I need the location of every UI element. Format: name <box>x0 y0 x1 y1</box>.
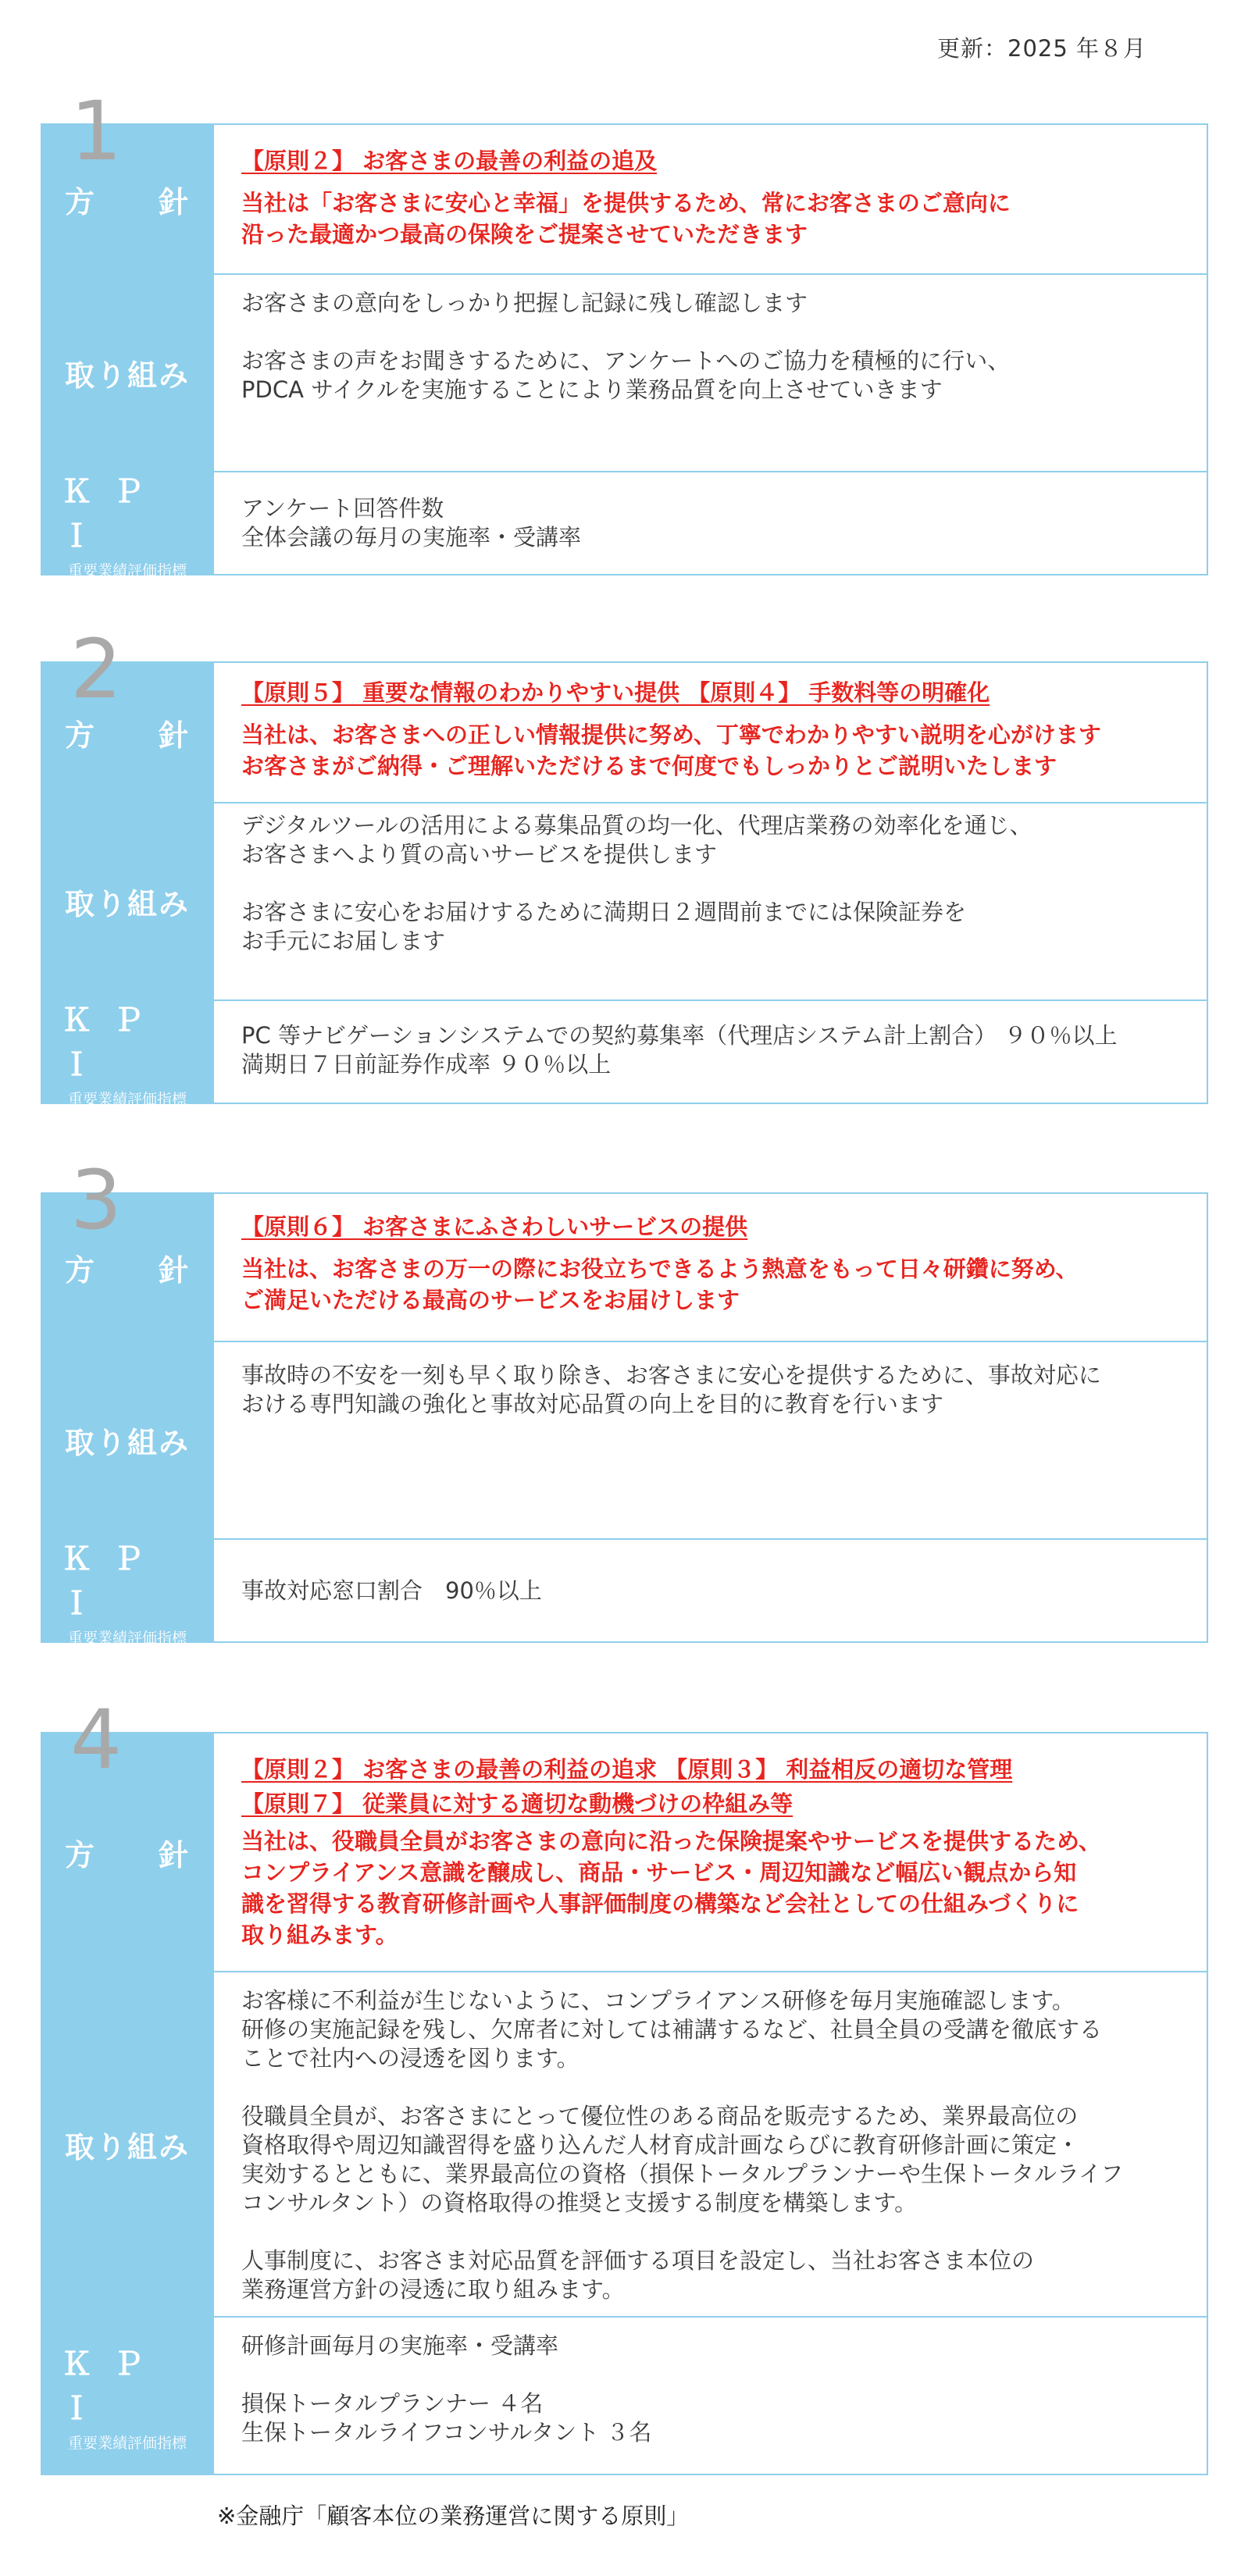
policy-line: お客さまがご納得・ご理解いただけるまで何度でもしっかりとご説明いたします <box>241 753 1057 779</box>
policy-line: 当社は、役職員全員がお客さまの意向に沿った保険提案やサービスを提供するため、 <box>241 1828 1101 1855</box>
kpi-label-cell <box>41 472 214 579</box>
initiative-line: ことで社内への浸透を図ります。 <box>241 2045 579 2072</box>
initiatives-content <box>214 803 1208 999</box>
initiative-line: PDCA サイクルを実施することにより業務品質を向上させていきます <box>241 376 943 403</box>
kpi-row <box>41 1538 1208 1647</box>
initiative-line: 人事制度に、お客さま対応品質を評価する項目を設定し、当社お客さま本位の <box>241 2247 1035 2274</box>
kpi-line: 満期日７日前証券作成率 ９０％以上 <box>241 1051 612 1078</box>
initiative-line: 資格取得や周辺知識習得を盛り込んだ人材育成計画ならびに教育研修計画に策定・ <box>241 2132 1080 2158</box>
principle-title: 【原則６】 お客さまにふさわしいサービスの提供 <box>241 1213 748 1240</box>
policy-line: 沿った最適かつ最高の保険をご提案させていただきます <box>241 221 808 248</box>
policy-label: 方 針 <box>64 1837 205 1872</box>
initiatives-row <box>41 1971 1208 2316</box>
initiative-line: おける専門知識の強化と事故対応品質の向上を目的に教育を行います <box>241 1391 944 1417</box>
initiatives-label: 取り組み <box>64 2129 190 2164</box>
principle-title: 【原則５】 重要な情報のわかりやすい提供 【原則４】 手数料等の明確化 <box>241 679 990 706</box>
kpi-row <box>41 999 1208 1108</box>
initiatives-label: 取り組み <box>64 358 190 393</box>
kpi-sublabel: 重要業績評価指標 <box>67 1090 187 1108</box>
kpi-label: ＫＰＩ <box>61 473 164 554</box>
principle-title: 【原則２】 お客さまの最善の利益の追求 【原則３】 利益相反の適切な管理 <box>241 1756 1013 1783</box>
section-table <box>41 661 1208 1108</box>
initiative-line: お客さまの声をお聞きするために、アンケートへのご協力を積極的に行い、 <box>241 347 1011 374</box>
initiatives-label-cell <box>41 275 214 471</box>
principle-title: 【原則７】 従業員に対する適切な動機づけの枠組み等 <box>241 1790 793 1817</box>
kpi-line: 全体会議の毎月の実施率・受講率 <box>241 524 582 550</box>
kpi-label-cell <box>41 1001 214 1108</box>
initiative-line: お客様に不利益が生じないように、コンプライアンス研修を毎月実施確認します。 <box>241 1987 1075 2014</box>
kpi-sublabel: 重要業績評価指標 <box>67 561 187 579</box>
initiative-line: 役職員全員が、お客さまにとって優位性のある商品を販売するため、業界最高位の <box>241 2103 1079 2129</box>
kpi-content <box>214 1001 1208 1103</box>
initiative-line: 事故時の不安を一刻も早く取り除き、お客さまに安心を提供するために、事故対応に <box>241 1362 1101 1388</box>
initiatives-row <box>41 1341 1208 1538</box>
kpi-line: アンケート回答件数 <box>241 495 444 522</box>
initiative-line: お手元にお届します <box>241 928 446 954</box>
initiative-line: 業務運営方針の浸透に取り組みます。 <box>241 2276 625 2303</box>
kpi-sublabel: 重要業績評価指標 <box>67 2434 187 2452</box>
policy-row <box>41 1733 1208 1971</box>
policy-content <box>214 1194 1208 1341</box>
policy-label: 方 針 <box>64 1252 205 1288</box>
policy-label-cell <box>41 125 214 273</box>
kpi-sublabel: 重要業績評価指標 <box>67 1629 187 1647</box>
footnote: ※金融庁「顧客本位の業務運営に関する原則」 <box>217 2503 690 2529</box>
kpi-label-cell <box>41 2318 214 2474</box>
section-table <box>41 1732 1208 2475</box>
initiatives-label: 取り組み <box>64 887 190 921</box>
kpi-label: ＫＰＩ <box>61 1002 164 1083</box>
policy-line: コンプライアンス意識を醸成し、商品・サービス・周辺知識など幅広い観点から知 <box>241 1859 1077 1886</box>
principle-title: 【原則２】 お客さまの最善の利益の追及 <box>241 148 658 174</box>
initiative-line: お客さまの意向をしっかり把握し記録に残し確認します <box>241 290 808 316</box>
initiative-line: 研修の実施記録を残し、欠席者に対しては補講するなど、社員全員の受講を徹底する <box>241 2016 1103 2043</box>
kpi-line: 研修計画毎月の実施率・受講率 <box>241 2332 559 2359</box>
section-table <box>41 123 1208 579</box>
initiative-line: デジタルツールの活用による募集品質の均一化、代理店業務の効率化を通じ、 <box>241 812 1032 839</box>
initiatives-row <box>41 273 1208 471</box>
section-number: 1 <box>70 84 123 179</box>
policy-row <box>41 125 1208 273</box>
policy-line: 当社は、お客さまの万一の際にお役立ちできるよう熱意をもって日々研鑽に努め、 <box>241 1256 1079 1282</box>
kpi-row <box>41 471 1208 579</box>
initiatives-content <box>214 1342 1208 1538</box>
policy-label-cell <box>41 663 214 802</box>
section-3 <box>41 1153 1208 1647</box>
kpi-line: 事故対応窓口割合 90％以上 <box>241 1577 542 1604</box>
policy-line: 識を習得する教育研修計画や人事評価制度の構築など会社としての仕組みづくりに <box>241 1890 1079 1917</box>
section-number: 3 <box>70 1153 123 1248</box>
section-2 <box>41 622 1208 1108</box>
kpi-line: 生保トータルライフコンサルタント ３名 <box>241 2419 652 2446</box>
updated-date: 更新：2025 年８月 <box>937 35 1147 62</box>
section-number: 2 <box>70 622 123 717</box>
kpi-label-cell <box>41 1540 214 1647</box>
policy-row <box>41 1194 1208 1341</box>
policy-line: ご満足いただける最高のサービスをお届けします <box>241 1287 740 1313</box>
policy-label-cell <box>41 1733 214 1971</box>
policy-content <box>214 663 1208 802</box>
section-number: 4 <box>70 1692 123 1787</box>
initiatives-label: 取り組み <box>64 1426 190 1460</box>
policy-label-cell <box>41 1194 214 1341</box>
section-1 <box>41 84 1208 579</box>
kpi-line: 損保トータルプランナー ４名 <box>241 2390 544 2417</box>
kpi-line: PC 等ナビゲーションシステムでの契約募集率（代理店システム計上割合） ９０％以上 <box>241 1022 1118 1049</box>
kpi-label: ＫＰＩ <box>61 2346 164 2427</box>
kpi-label: ＫＰＩ <box>61 1541 164 1622</box>
policy-line: 当社は、お客さまへの正しい情報提供に努め、丁寧でわかりやすい説明を心がけます <box>241 721 1101 748</box>
policy-row <box>41 663 1208 802</box>
initiative-line: 実効するとともに、業界最高位の資格（損保トータルプランナーや生保トータルライフ <box>241 2161 1124 2187</box>
initiatives-content <box>214 275 1208 471</box>
kpi-row <box>41 2316 1208 2474</box>
initiative-line: お客さまへより質の高いサービスを提供します <box>241 841 718 868</box>
initiative-line: お客さまに安心をお届けするために満期日２週間前までには保険証券を <box>241 899 967 925</box>
policy-label: 方 針 <box>64 184 205 219</box>
policy-label: 方 針 <box>64 718 205 753</box>
policy-content <box>214 125 1208 273</box>
initiatives-row <box>41 802 1208 999</box>
initiative-line: コンサルタント）の資格取得の推奨と支援する制度を構築します。 <box>241 2189 918 2216</box>
kpi-content <box>214 2318 1208 2474</box>
policy-line: 当社は「お客さまに安心と幸福」を提供するため、常にお客さまのご意向に <box>241 190 1011 216</box>
initiatives-label-cell <box>41 803 214 999</box>
initiatives-label-cell <box>41 1972 214 2316</box>
policy-content <box>214 1733 1208 1971</box>
section-4 <box>41 1692 1208 2475</box>
section-table <box>41 1192 1208 1647</box>
kpi-content <box>214 1540 1208 1641</box>
policy-line: 取り組みます。 <box>241 1922 398 1948</box>
initiatives-content <box>214 1972 1208 2316</box>
initiatives-label-cell <box>41 1342 214 1538</box>
kpi-content <box>214 472 1208 574</box>
